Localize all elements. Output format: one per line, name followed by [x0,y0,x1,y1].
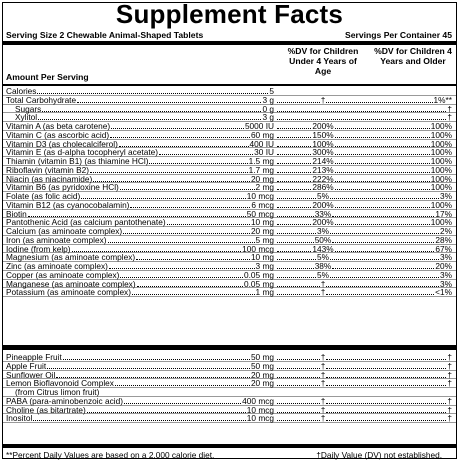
dv-children-under4: 143% [312,243,334,254]
dotted-leader [277,198,316,199]
footnote-percent-dv: **Percent Daily Values are based on a 2,000 calorie diet. [6,450,215,460]
ingredient-amount: 3 g [262,112,274,123]
dotted-leader [87,412,246,413]
dv-children-4older: † [447,103,452,114]
ingredient-amount: 0 g [262,103,274,114]
ingredient-amount: 30 IU [254,147,274,158]
dotted-leader [277,242,314,243]
dotted-leader [330,259,439,260]
dv-children-4older: 17% [435,208,452,219]
footnote-dv-not-established: †Daily Value (DV) not established. [316,450,442,460]
dotted-leader [77,102,261,103]
dv-children-4older: 3% [440,278,452,289]
dotted-leader [326,412,446,413]
ingredient-amount: 5 [269,86,274,96]
dv-children-under4: 150% [312,129,334,140]
ingredient-amount: 3 mg [255,261,274,271]
dotted-leader [335,163,430,164]
dotted-leader [277,224,311,225]
ingredient-name: Niacin (as niacinamide) [6,173,93,184]
ingredient-name: PABA (para-aminobenzoic acid) [6,395,123,406]
dotted-leader [47,368,250,369]
ingredient-name: Manganese (as aminoate complex) [6,278,136,289]
ingredient-amount: 10 mg [250,217,274,228]
dv-children-under4: † [320,94,326,105]
ingredient-amount: 0.05 mg [244,278,274,289]
ingredient-name: Sunflower Oil [6,369,56,380]
dv-children-under4: † [320,287,326,298]
dotted-leader [277,111,446,112]
ingredient-amount: 5000 IU [244,121,274,131]
dotted-leader [90,172,248,173]
dv-children-under4: 286% [312,182,334,193]
dotted-leader [81,198,246,199]
table-row [3,414,456,423]
dotted-leader [332,268,434,269]
dotted-leader [326,368,446,369]
nutrient-list [3,87,456,297]
dv-children-4older: <1% [435,287,452,298]
ingredient-name: Pineapple Fruit [6,352,62,362]
table-row [3,288,456,297]
ingredient-name: Potassium (as aminoate complex) [6,287,131,298]
dotted-leader [277,181,311,182]
dotted-leader [277,233,316,234]
dv-children-4older: † [447,404,452,415]
col-header-4older: %DV for Children 4 Years and Older [374,46,452,66]
dv-children-under4: † [320,395,326,406]
dv-children-4older: 100% [430,164,452,175]
dotted-leader [326,403,446,404]
dotted-leader [136,259,250,260]
ingredient-amount: 100 mcg [242,243,274,254]
dotted-leader [335,181,430,182]
dv-children-under4: 3% [317,226,329,236]
supplement-facts-panel [2,2,457,459]
panel-title: Supplement Facts [115,0,344,29]
dotted-leader [326,286,439,287]
dotted-leader [335,207,430,208]
dotted-leader [277,163,311,164]
servings-per-container: Servings Per Container 45 [345,30,452,40]
dv-children-under4: 50% [314,234,332,245]
ingredient-name: Apple Fruit [6,360,47,371]
dotted-leader [335,224,430,225]
dotted-leader [335,146,430,147]
ingredient-amount: 50 mcg [246,208,274,219]
dotted-leader [277,189,311,190]
ingredient-name: Vitamin B6 (as pyridoxine HCl) [6,182,119,193]
dv-children-under4: † [320,352,326,362]
dotted-leader [123,233,250,234]
dotted-leader [277,359,320,360]
ingredient-amount: 50 mg [250,360,274,371]
dotted-leader [137,286,243,287]
ingredient-name: Riboflavin (vitamin B2) [6,164,89,175]
dotted-leader [277,294,320,295]
dv-children-under4: 200% [312,121,334,131]
dv-children-under4: 200% [312,217,334,228]
dv-children-4older: 1%** [433,94,452,105]
dotted-leader [277,102,320,103]
ingredient-name: Vitamin B12 (as cyanocobalamin) [6,199,130,210]
amount-per-serving-label: Amount Per Serving [6,72,89,82]
dv-children-under4: † [320,278,326,289]
dv-children-4older: 3% [440,252,452,263]
ingredient-amount: 20 mg [250,226,274,236]
dotted-leader [42,111,261,112]
ingredient-name: Lemon Bioflavonoid Complex [6,378,114,389]
dv-children-under4: 222% [312,173,334,184]
dotted-leader [277,412,320,413]
ingredient-name: Vitamin A (as beta carotene) [6,121,111,131]
ingredient-amount: 5 mg [255,234,274,245]
dv-children-4older: 2% [440,226,452,236]
dv-children-under4: 38% [314,261,332,271]
dv-children-under4: 5% [317,269,329,280]
dv-children-4older: 28% [435,234,452,245]
dv-children-4older: † [447,112,452,123]
dv-children-4older: † [447,395,452,406]
dotted-leader [326,294,434,295]
ingredient-name: Calcium (as aminoate complex) [6,226,123,236]
ingredient-name: Iron (as aminoate complex) [6,234,107,245]
table-row [3,362,456,371]
ingredient-name: Xylitol [15,112,38,123]
dotted-leader [108,242,255,243]
dotted-leader [330,277,439,278]
dv-children-4older: 3% [440,191,452,201]
dv-children-4older: 100% [430,182,452,193]
ingredient-name: Biotin [6,208,27,219]
dotted-leader [115,385,250,386]
dv-children-4older: † [447,413,452,424]
ingredient-name: Iodine (from kelp) [6,243,71,254]
dv-children-4older: 100% [430,156,452,166]
ingredient-name: Pantothenic Acid (as calcium pantothenate) [6,217,166,228]
ingredient-amount: 20 mg [250,378,274,389]
ingredient-amount: 10 mcg [246,404,274,415]
dotted-leader [335,189,430,190]
rule-under-header [3,84,456,86]
dv-children-4older: 100% [430,129,452,140]
col-header-under4: %DV for Children Under 4 Years of Age [287,46,359,76]
ingredient-name: Copper (as aminoate complex) [6,269,120,280]
dv-children-4older: 3% [440,269,452,280]
ingredient-name: Calories [6,86,37,96]
ingredient-amount: 1.5 mg [248,156,274,166]
serving-size: Serving Size 2 Chewable Animal-Shaped Tablets [6,30,204,40]
dotted-leader [335,251,435,252]
dotted-leader [159,154,253,155]
ingredient-name: (from Citrus limon fruit) [15,387,100,397]
dv-children-under4: 300% [312,147,334,158]
ingredient-amount: 10 mcg [246,191,274,201]
dotted-leader [37,93,268,94]
dotted-leader [335,137,430,138]
dv-children-under4: † [320,369,326,380]
dv-children-4older: 20% [435,261,452,271]
dotted-leader [332,242,434,243]
ingredient-amount: 6 mcg [251,199,274,210]
dotted-leader [110,137,250,138]
dotted-leader [277,268,314,269]
dotted-leader [277,368,320,369]
dotted-leader [277,259,316,260]
dotted-leader [330,198,439,199]
dotted-leader [326,385,446,386]
dotted-leader [132,294,255,295]
thick-rule-middle [3,345,456,350]
ingredient-amount: 20 mg [250,369,274,380]
table-row [3,406,456,415]
dotted-leader [277,119,446,120]
dotted-leader [111,128,244,129]
ingredient-name: Vitamin D3 (as cholecalciferol) [6,138,118,149]
dv-children-under4: † [320,360,326,371]
table-row [3,353,456,362]
ingredient-name: Choline (as bitartrate) [6,404,86,415]
ingredient-amount: 400 IU [249,138,274,149]
dotted-leader [335,172,430,173]
dv-children-4older: 100% [430,147,452,158]
dotted-leader [277,277,316,278]
dotted-leader [332,216,434,217]
dotted-leader [167,224,250,225]
dv-children-4older: 100% [430,217,452,228]
ingredient-amount: 2 mg [255,182,274,193]
table-row [3,201,456,210]
dotted-leader [277,137,311,138]
dotted-leader [330,233,439,234]
dotted-leader [335,128,430,129]
table-row [3,105,456,114]
ingredient-name: Folate (as folic acid) [6,191,81,201]
ingredient-name: Zinc (as aminoate complex) [6,261,108,271]
dotted-leader [326,102,432,103]
ingredient-amount: 400 mcg [242,395,274,406]
dv-children-under4: † [320,378,326,389]
ingredient-name: Total Carbohydrate [6,94,77,105]
dv-children-4older: † [447,352,452,362]
dv-children-4older: † [447,369,452,380]
dv-children-under4: 214% [312,156,334,166]
ingredient-amount: 1.7 mg [248,164,274,175]
dotted-leader [326,359,446,360]
dv-children-4older: † [447,378,452,389]
dv-children-4older: 67% [435,243,452,254]
thick-rule-top [3,41,456,45]
ingredient-amount: 60 mg [250,129,274,140]
ingredient-amount: 20 mg [250,173,274,184]
ingredient-amount: 3 g [262,94,274,105]
dv-children-4older: † [447,360,452,371]
dotted-leader [109,268,255,269]
dv-children-4older: 100% [430,121,452,131]
ingredient-amount: 50 mg [250,352,274,362]
dv-children-under4: 5% [317,252,329,263]
ingredient-name: Vitamin E (as d-alpha tocopheryl acetate) [6,147,159,158]
dotted-leader [277,420,320,421]
dv-children-under4: 5% [317,191,329,201]
dotted-leader [335,154,430,155]
dv-children-under4: † [320,413,326,424]
dv-children-4older: 100% [430,138,452,149]
dv-children-under4: † [320,404,326,415]
ingredient-name: Thiamin (vitamin B1) (as thiamine HCl) [6,156,149,166]
dotted-leader [149,163,247,164]
dotted-leader [277,128,311,129]
ingredient-amount: 0.05 mg [244,269,274,280]
dotted-leader [277,251,311,252]
table-row [3,96,456,105]
dotted-leader [277,146,311,147]
dotted-leader [277,286,320,287]
ingredient-amount: 10 mg [250,252,274,263]
dotted-leader [277,154,311,155]
ingredient-amount: 1 mg [255,287,274,298]
dotted-leader [277,216,314,217]
ingredient-name: Magnesium (as aminoate complex) [6,252,136,263]
dv-children-under4: 100% [312,138,334,149]
ingredient-name: Vitamin C (as ascorbic acid) [6,129,110,140]
ingredient-amount: 10 mcg [246,413,274,424]
dv-children-under4: 213% [312,164,334,175]
dv-children-under4: 200% [312,199,334,210]
dotted-leader [326,420,446,421]
thick-rule-bottom [3,444,456,448]
dotted-leader [277,207,311,208]
dotted-leader [277,385,320,386]
dotted-leader [33,420,245,421]
dv-children-under4: 33% [314,208,332,219]
dotted-leader [277,377,320,378]
other-ingredients-list [3,353,456,423]
ingredient-name: Inositol [6,413,33,424]
dotted-leader [120,189,255,190]
dv-children-4older: 100% [430,173,452,184]
dotted-leader [130,207,250,208]
dotted-leader [120,277,243,278]
dotted-leader [326,377,446,378]
dotted-leader [277,403,320,404]
dotted-leader [63,359,250,360]
dv-children-4older: 100% [430,199,452,210]
dotted-leader [277,172,311,173]
ingredient-name: Sugars [15,103,42,114]
dotted-leader [124,403,241,404]
